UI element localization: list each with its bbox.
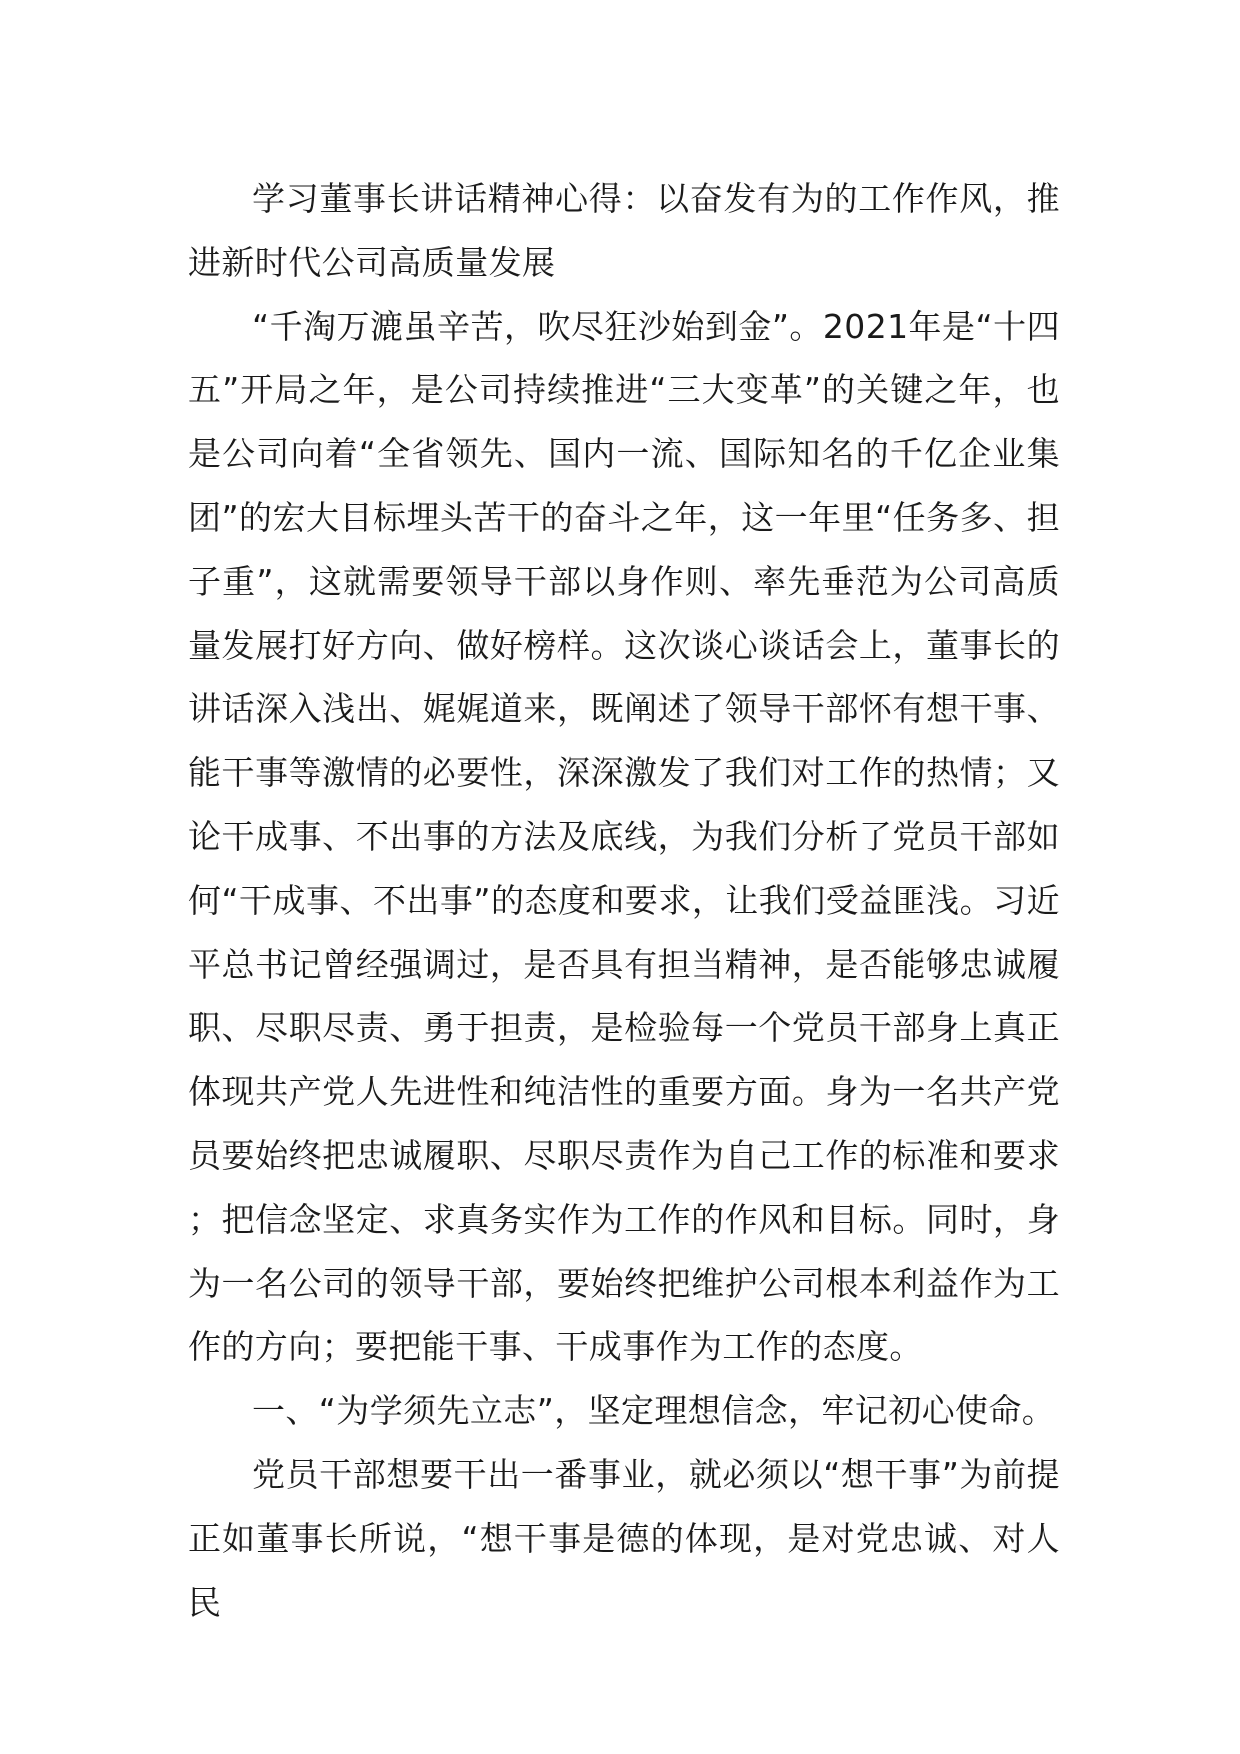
- paragraph-intro: “千淘万漉虽辛苦，吹尽狂沙始到金”。2021年是“十四五”开局之年，是公司持续推进“三大变革”的关键之年，也是公司向着“全省领先、国内一流、国际知名的千亿企业集团”的宏大目标埋头苦干的奋斗之年，这一年里“任务多、担子重”，这就需要领导干部以身作则、率先垂范为公司高质量发展打好方向、做好榜样。这次谈心谈话会上，董事长的讲话深入浅出、娓娓道来，既阐述了领导干部怀有想干事、能干事等激情的必要性，深深激发了我们对工作的热情；又论干成事、不出事的方法及底线，为我们分析了党员干部如何“干成事、不出事”的态度和要求，让我们受益匪浅。习近平总书记曾经强调过，是否具有担当精神，是否能够忠诚履职、尽职尽责、勇于担责，是检验每一个党员干部身上真正体现共产党人先进性和纯洁性的重要方面。身为一名共产党员要始终把忠诚履职、尽职尽责作为自己工作的标准和要求；把信念坚定、求真务实作为工作的作风和目标。同时，身为一名公司的领导干部，要始终把维护公司根本利益作为工作的方向；要把能干事、干成事作为工作的态度。: [188, 306, 1060, 1367]
- paragraph-section-1: 党员干部想要干出一番事业，就必须以“想干事”为前提正如董事长所说，“想干事是德的体现，是对党忠诚、对人民: [188, 1454, 1060, 1622]
- section-heading-1: 一、“为学须先立志”，坚定理想信念，牢记初心使命。: [252, 1391, 1056, 1431]
- document-title: 学习董事长讲话精神心得：以奋发有为的工作作风，推进新时代公司高质量发展: [188, 179, 1060, 282]
- document-body: [188, 167, 1060, 1634]
